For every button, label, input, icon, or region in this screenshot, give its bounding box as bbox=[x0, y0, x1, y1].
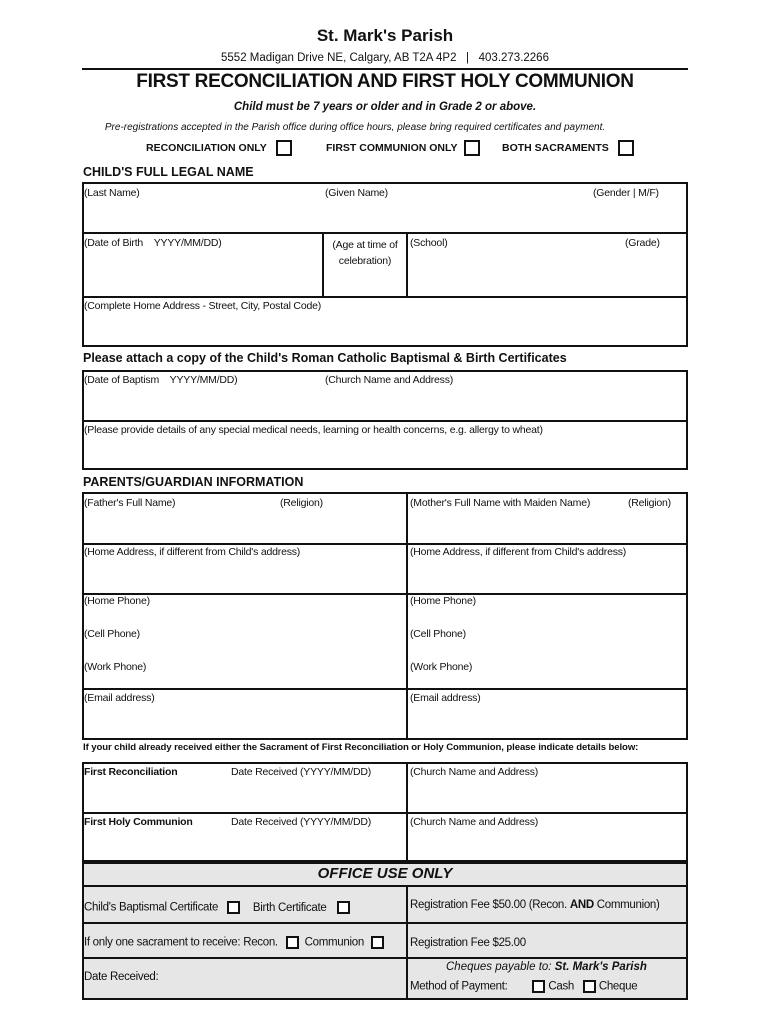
father-name-field[interactable]: (Father's Full Name) bbox=[84, 497, 176, 509]
age-requirement: Child must be 7 years or older and in Grade 2 or above. bbox=[233, 101, 537, 113]
certificates-row bbox=[84, 901, 350, 914]
col-divider bbox=[406, 885, 408, 1000]
fee-both-and: AND bbox=[569, 899, 594, 911]
fee-both-text bbox=[410, 899, 660, 911]
child-section-title: CHILD'S FULL LEGAL NAME bbox=[83, 165, 254, 179]
mother-address-field[interactable]: (Home Address, if different from Child's address) bbox=[410, 546, 627, 558]
home-address-field[interactable]: (Complete Home Address - Street, City, Postal Code) bbox=[84, 300, 322, 312]
birth-certificate-checkbox[interactable] bbox=[337, 901, 350, 914]
communion-church-field[interactable]: (Church Name and Address) bbox=[410, 816, 539, 828]
special-needs-field[interactable]: (Please provide details of any special medical needs, learning or health concerns, e.g. allergy to wheat) bbox=[84, 424, 543, 436]
fee-both-suffix: Communion) bbox=[593, 899, 660, 911]
baptismal-certificate-label: Child's Baptismal Certificate bbox=[84, 901, 219, 914]
mother-work-phone-field[interactable]: (Work Phone) bbox=[410, 661, 473, 673]
cheques-payable bbox=[446, 961, 647, 973]
row-divider bbox=[82, 420, 688, 422]
option-both-sacraments-label: BOTH SACRAMENTS bbox=[502, 141, 609, 154]
cash-label: Cash bbox=[548, 980, 574, 993]
row-divider bbox=[82, 543, 688, 545]
parents-section-title: PARENTS/GUARDIAN INFORMATION bbox=[83, 475, 304, 489]
row-divider bbox=[82, 296, 688, 298]
fee-single: Registration Fee $25.00 bbox=[410, 937, 526, 949]
single-sacrament-label: If only one sacrament to receive: Recon. bbox=[84, 936, 278, 949]
age-field[interactable] bbox=[324, 237, 406, 269]
pre-registration-note: Pre-registrations accepted in the Parish office during office hours, please bring required certificates and payment. bbox=[104, 122, 606, 133]
school-field[interactable]: (School) bbox=[410, 237, 448, 249]
row-divider bbox=[82, 812, 688, 814]
row-divider bbox=[82, 885, 688, 887]
father-religion-field[interactable]: (Religion) bbox=[280, 497, 323, 509]
communion-date-field[interactable]: Date Received (YYYY/MM/DD) bbox=[231, 816, 372, 828]
date-of-birth-field[interactable]: (Date of Birth YYYY/MM/DD) bbox=[84, 237, 222, 249]
father-address-field[interactable]: (Home Address, if different from Child's address) bbox=[84, 546, 301, 558]
row-divider bbox=[82, 688, 688, 690]
mother-religion-field[interactable]: (Religion) bbox=[628, 497, 671, 509]
baptism-church-field[interactable]: (Church Name and Address) bbox=[325, 374, 454, 386]
cash-checkbox[interactable] bbox=[532, 980, 545, 993]
reconciliation-date-field[interactable]: Date Received (YYYY/MM/DD) bbox=[231, 766, 372, 778]
first-holy-communion-label: First Holy Communion bbox=[84, 816, 193, 828]
cheques-prefix: Cheques payable to: bbox=[446, 961, 555, 973]
mother-name-field[interactable]: (Mother's Full Name with Maiden Name) bbox=[410, 497, 591, 509]
single-sacrament-row bbox=[84, 936, 384, 949]
col-divider bbox=[406, 492, 408, 740]
gender-field[interactable]: (Gender | M/F) bbox=[593, 187, 659, 199]
recon-checkbox[interactable] bbox=[286, 936, 299, 949]
row-divider bbox=[82, 593, 688, 595]
age-label-line2: celebration) bbox=[338, 255, 392, 267]
both-sacraments-checkbox[interactable] bbox=[618, 140, 634, 156]
reconciliation-church-field[interactable]: (Church Name and Address) bbox=[410, 766, 539, 778]
payment-method-row bbox=[410, 980, 637, 993]
father-cell-phone-field[interactable]: (Cell Phone) bbox=[84, 628, 140, 640]
first-communion-only-checkbox[interactable] bbox=[464, 140, 480, 156]
grade-field[interactable]: (Grade) bbox=[625, 237, 660, 249]
communion-checkbox[interactable] bbox=[371, 936, 384, 949]
col-divider bbox=[406, 232, 408, 296]
communion-label: Communion bbox=[304, 936, 364, 949]
mother-email-field[interactable]: (Email address) bbox=[410, 692, 481, 704]
fee-both-prefix: Registration Fee $50.00 (Recon. bbox=[410, 899, 570, 911]
mother-home-phone-field[interactable]: (Home Phone) bbox=[410, 595, 476, 607]
office-use-title: OFFICE USE ONLY bbox=[317, 865, 453, 882]
prior-sacraments-note: If your child already received either the Sacrament of First Reconciliation or Holy Communion, please indicate details below: bbox=[83, 742, 639, 753]
option-first-communion-only bbox=[326, 140, 480, 156]
last-name-field[interactable]: (Last Name) bbox=[84, 187, 140, 199]
reconciliation-only-checkbox[interactable] bbox=[276, 140, 292, 156]
date-of-baptism-field[interactable]: (Date of Baptism YYYY/MM/DD) bbox=[84, 374, 238, 386]
parish-name: St. Mark's Parish bbox=[316, 26, 454, 45]
row-divider bbox=[82, 922, 688, 924]
first-reconciliation-label: First Reconciliation bbox=[84, 766, 178, 778]
parish-address: 5552 Madigan Drive NE, Calgary, AB T2A 4P2 | 403.273.2266 bbox=[221, 52, 549, 64]
baptismal-certificate-checkbox[interactable] bbox=[227, 901, 240, 914]
option-reconciliation-only bbox=[146, 140, 292, 156]
father-home-phone-field[interactable]: (Home Phone) bbox=[84, 595, 150, 607]
method-of-payment-label: Method of Payment: bbox=[410, 980, 508, 993]
header-rule bbox=[82, 68, 688, 70]
date-received-field[interactable]: Date Received: bbox=[84, 971, 159, 983]
given-name-field[interactable]: (Given Name) bbox=[325, 187, 388, 199]
cheque-label: Cheque bbox=[598, 980, 638, 993]
father-email-field[interactable]: (Email address) bbox=[84, 692, 155, 704]
cheque-checkbox[interactable] bbox=[583, 980, 596, 993]
option-both-sacraments bbox=[502, 140, 634, 156]
baptism-section-title: Please attach a copy of the Child's Roman Catholic Baptismal & Birth Certificates bbox=[83, 351, 567, 365]
birth-certificate-label: Birth Certificate bbox=[252, 901, 327, 914]
parents-table bbox=[82, 492, 688, 740]
row-divider bbox=[82, 957, 688, 959]
cheques-payee: St. Mark's Parish bbox=[554, 961, 647, 973]
row-divider bbox=[82, 232, 688, 234]
mother-cell-phone-field[interactable]: (Cell Phone) bbox=[410, 628, 466, 640]
age-label-line1: (Age at time of bbox=[332, 239, 398, 251]
option-reconciliation-only-label: RECONCILIATION ONLY bbox=[146, 141, 267, 154]
option-first-communion-only-label: FIRST COMMUNION ONLY bbox=[326, 141, 458, 154]
col-divider bbox=[406, 762, 408, 862]
father-work-phone-field[interactable]: (Work Phone) bbox=[84, 661, 147, 673]
form-title: FIRST RECONCILIATION AND FIRST HOLY COMMUNION bbox=[136, 71, 634, 92]
